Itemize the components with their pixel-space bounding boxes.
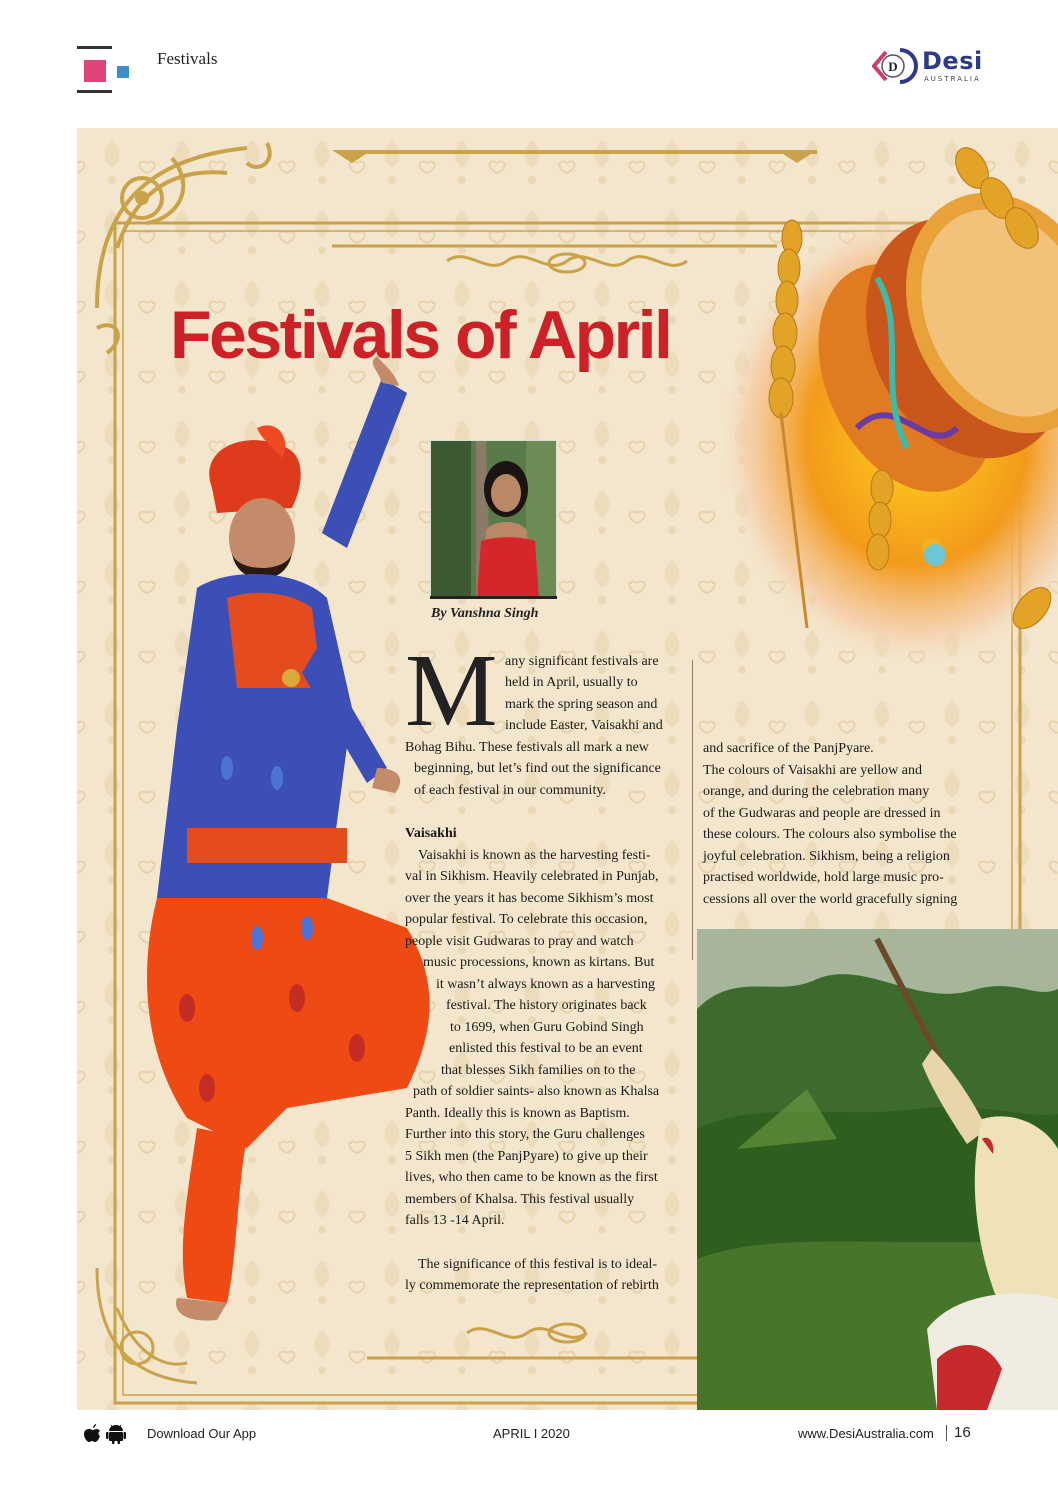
intro-line: beginning, but let’s find out the significance <box>414 761 661 776</box>
intro-line: any significant festivals are <box>505 654 659 669</box>
col2-line: orange, and during the celebration many <box>703 784 930 799</box>
body-line: members of Khalsa. This festival usually <box>405 1192 635 1207</box>
col2-line: joyful celebration. Sikhism, being a religion <box>703 849 950 864</box>
col2-line: and sacrifice of the PanjPyare. <box>703 741 874 756</box>
author-portrait-image <box>431 441 557 598</box>
body-line: popular festival. To celebrate this occasion, <box>405 912 648 927</box>
column-divider <box>692 660 693 960</box>
byline: By Vanshna Singh <box>431 606 539 621</box>
body-line: 5 Sikh men (the PanjPyare) to give up their <box>405 1149 648 1164</box>
download-app-link[interactable]: Download Our App <box>147 1426 257 1441</box>
col2-line: these colours. The colours also symbolise the <box>703 827 957 842</box>
body-line: path of soldier saints- also known as Khalsa <box>413 1084 660 1099</box>
body-line: music processions, known as kirtans. But <box>423 955 655 970</box>
intro-line: of each festival in our community. <box>414 783 606 798</box>
body-line: enlisted this festival to be an event <box>449 1041 643 1056</box>
android-icon[interactable] <box>106 1425 126 1444</box>
page-footer <box>0 1423 1058 1447</box>
body-line: ly commemorate the representation of rebirth <box>405 1278 659 1293</box>
apple-icon[interactable] <box>84 1424 100 1442</box>
body-line: to 1699, when Guru Gobind Singh <box>450 1020 644 1035</box>
website-link[interactable]: www.DesiAustralia.com <box>798 1426 934 1441</box>
col2-line: practised worldwide, hold large music pro- <box>703 870 944 885</box>
body-line: Further into this story, the Guru challenges <box>405 1127 645 1142</box>
drop-cap: M <box>405 633 498 748</box>
body-line: The significance of this festival is to ideal- <box>418 1257 658 1272</box>
logo-subtext: AUSTRALIA <box>924 75 981 83</box>
body-line: that blesses Sikh families on to the <box>441 1063 636 1078</box>
body-line: val in Sikhism. Heavily celebrated in Punjab, <box>405 869 659 884</box>
body-line: lives, who then came to be known as the first <box>405 1170 658 1185</box>
body-line: Panth. Ideally this is known as Baptism. <box>405 1106 630 1121</box>
article-title: Festivals of April <box>170 297 671 373</box>
body-line: it wasn’t always known as a harvesting <box>436 977 656 992</box>
section-label: Festivals <box>157 49 218 68</box>
svg-text:D: D <box>888 59 898 74</box>
col2-line: cessions all over the world gracefully signing <box>703 892 958 907</box>
body-line: Vaisakhi is known as the harvesting festi- <box>418 848 651 863</box>
intro-line: held in April, usually to <box>505 675 638 690</box>
subheading-vaisakhi: Vaisakhi <box>405 826 457 841</box>
body-line: falls 13 -14 April. <box>405 1213 505 1228</box>
header-rule-top <box>77 46 112 49</box>
author-photo-rule <box>430 596 557 599</box>
intro-line: Bohag Bihu. These festivals all mark a new <box>405 740 649 755</box>
section-marker-pink <box>84 60 106 82</box>
intro-line: mark the spring season and <box>505 697 658 712</box>
issue-date: APRIL I 2020 <box>493 1426 570 1441</box>
app-store-icons <box>78 1423 128 1445</box>
body-line: over the years it has become Sikhism’s most <box>405 891 654 906</box>
header-rule-bottom <box>77 90 112 93</box>
body-line: people visit Gudwaras to pray and watch <box>405 934 634 949</box>
body-line: festival. The history originates back <box>446 998 647 1013</box>
intro-line: include Easter, Vaisakhi and <box>505 718 663 733</box>
footer-separator <box>946 1425 947 1441</box>
col2-line: The colours of Vaisakhi are yellow and <box>703 763 923 778</box>
page-number: 16 <box>954 1424 971 1441</box>
section-marker-blue <box>117 66 129 78</box>
author-photo <box>430 440 557 598</box>
logo-wordmark: Desi <box>922 47 983 75</box>
col2-line: of the Gudwaras and people are dressed in <box>703 806 941 821</box>
bihu-field-photo <box>697 929 1058 1410</box>
